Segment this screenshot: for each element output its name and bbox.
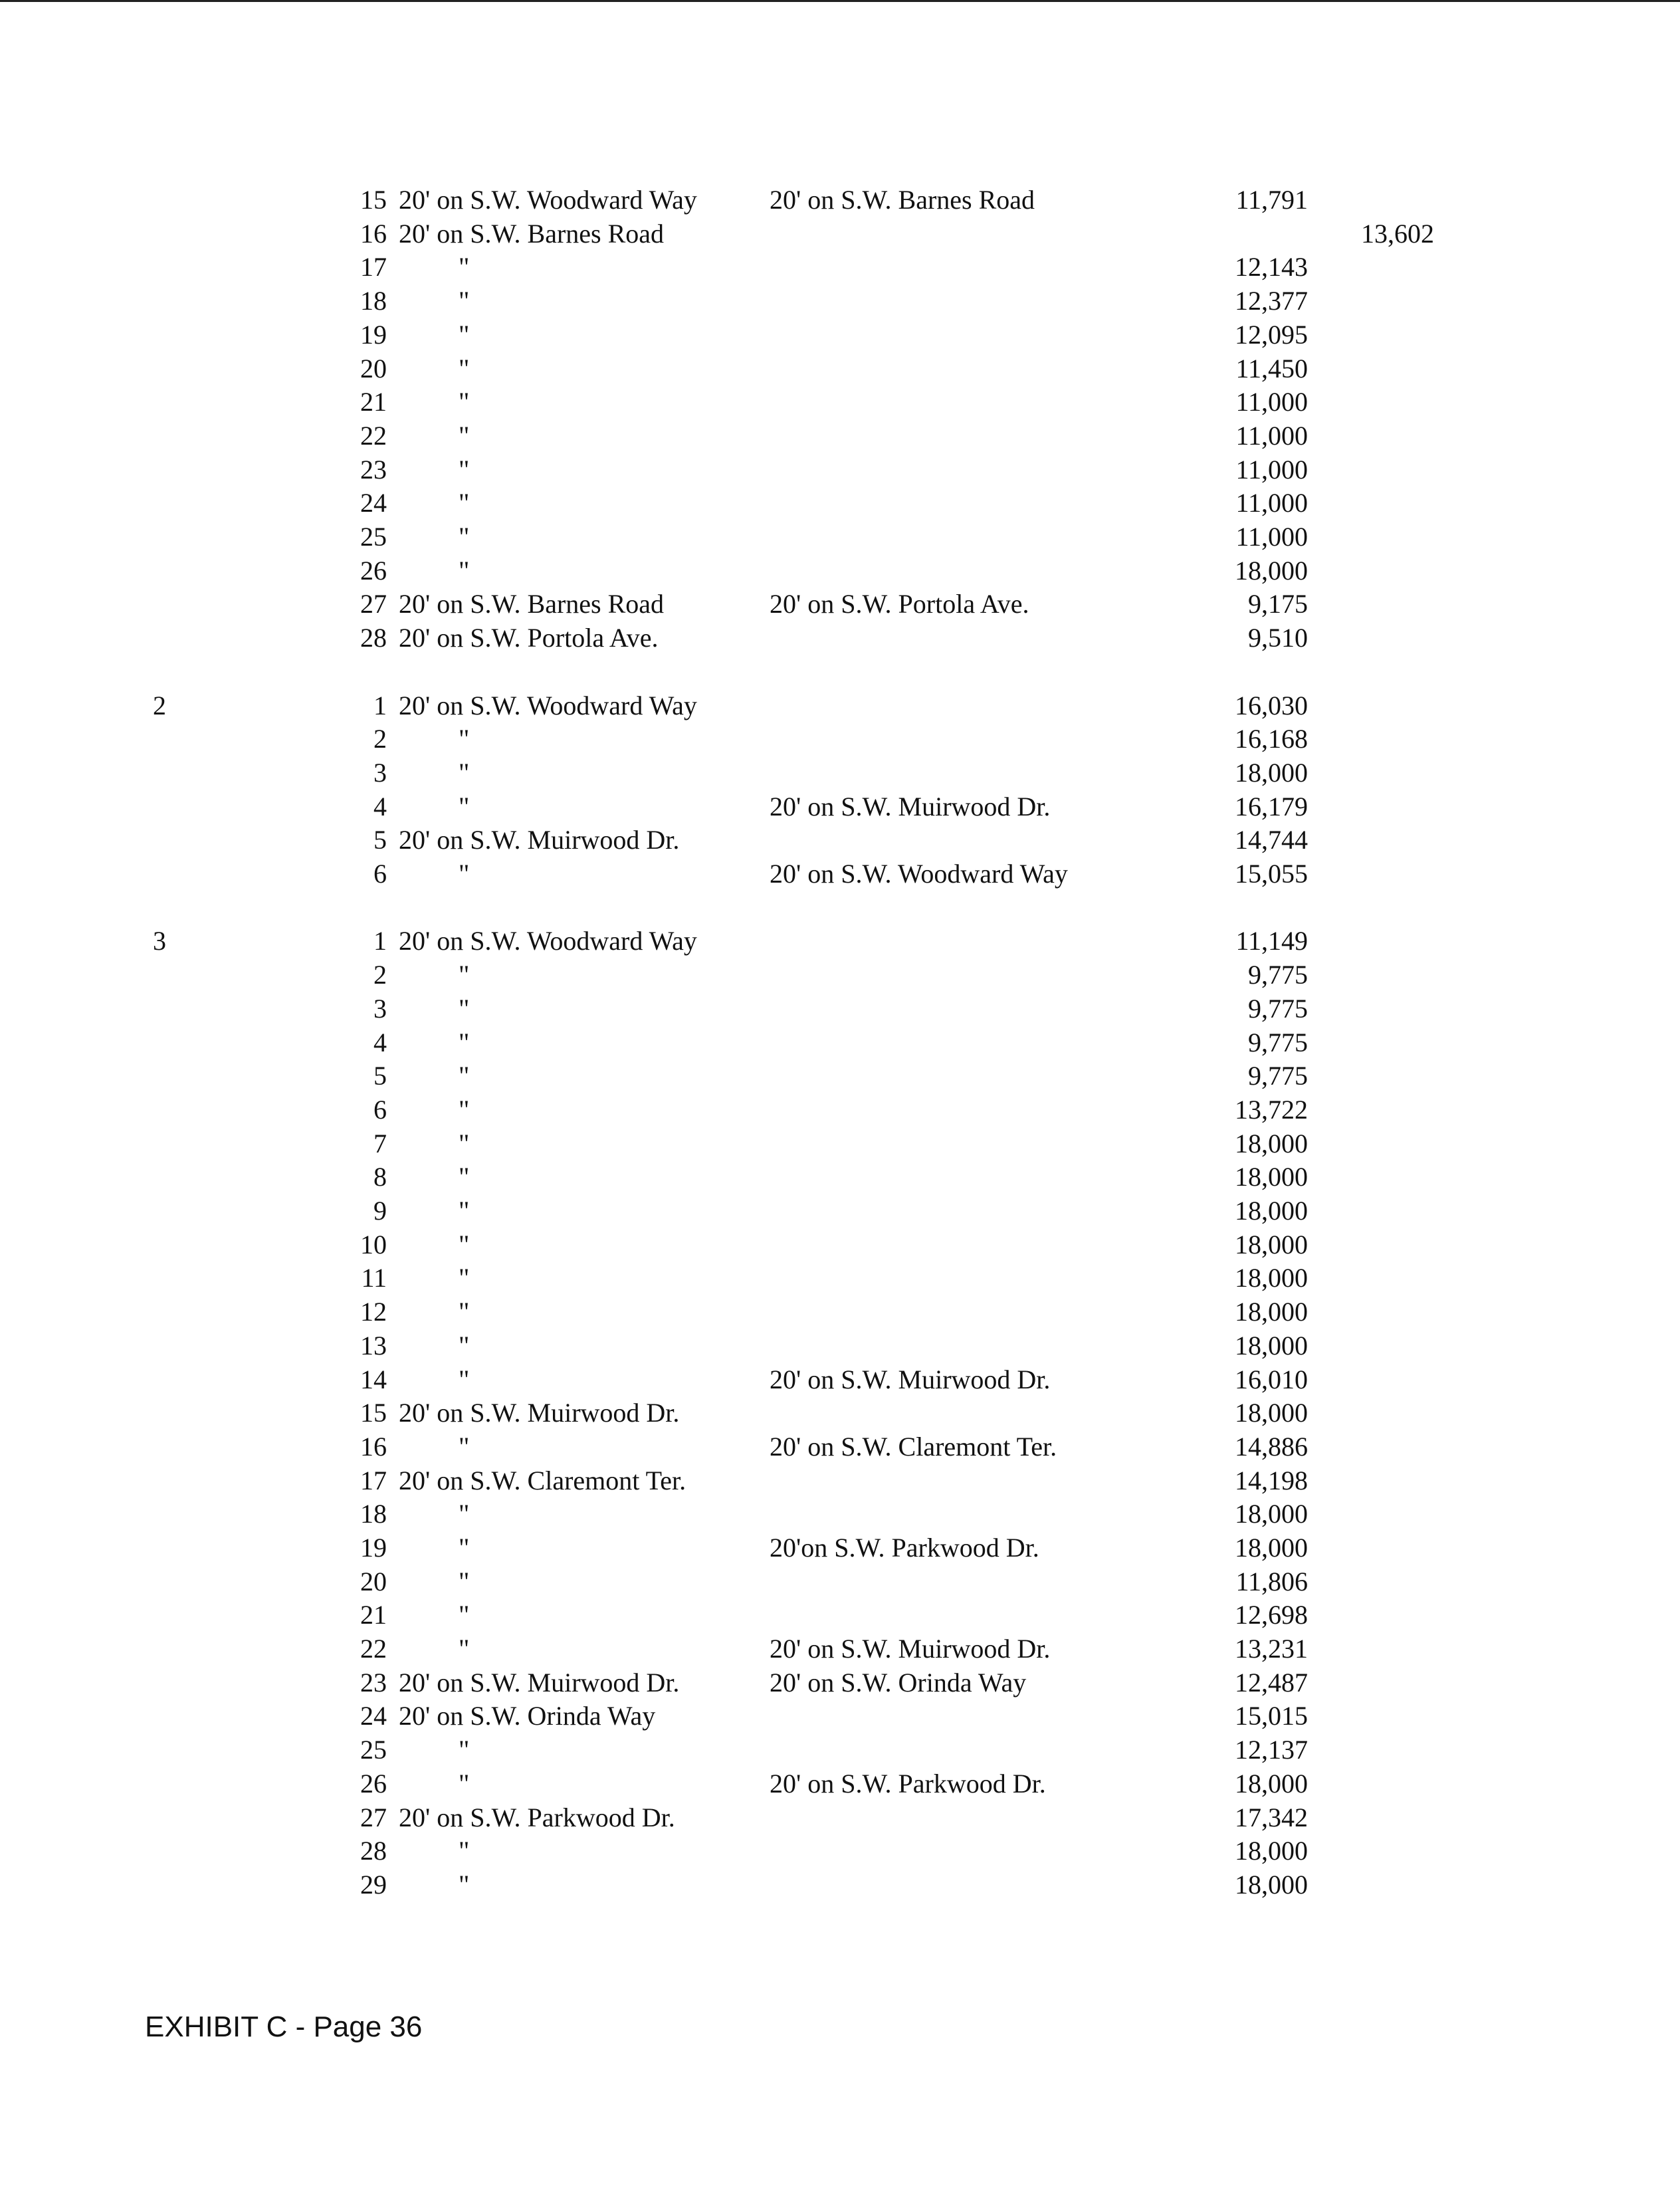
frontage-setback: ": [459, 1533, 470, 1563]
side-setback: 20' on S.W. Orinda Way: [770, 1668, 1027, 1697]
block-number: 3: [153, 926, 166, 956]
lot-number: 25: [360, 1735, 387, 1765]
lot-number: 3: [373, 994, 387, 1024]
frontage-setback: ": [459, 252, 470, 282]
frontage-setback: ": [459, 320, 470, 350]
side-setback: 20' on S.W. Muirwood Dr.: [770, 1365, 1051, 1394]
frontage-setback: ": [459, 1061, 470, 1091]
frontage-setback: ": [459, 1028, 470, 1057]
lot-number: 4: [373, 792, 387, 821]
frontage-setback: ": [459, 1600, 470, 1630]
side-setback: 20' on S.W. Parkwood Dr.: [770, 1769, 1046, 1799]
lot-area: 18,000: [1235, 1196, 1308, 1226]
table-row: [0, 487, 1680, 520]
table-row: [0, 1464, 1680, 1497]
lot-area: 9,775: [1248, 1061, 1308, 1091]
frontage-setback: 20' on S.W. Portola Ave.: [399, 623, 659, 653]
table-row: [0, 1868, 1680, 1902]
lot-number: 6: [373, 1095, 387, 1125]
lot-number: 17: [360, 252, 387, 282]
frontage-setback: ": [459, 1735, 470, 1765]
frontage-setback: ": [459, 758, 470, 788]
table-row: [0, 251, 1680, 284]
frontage-setback: ": [459, 1297, 470, 1327]
lot-number: 15: [360, 1398, 387, 1428]
table-row: [0, 992, 1680, 1026]
top-rule: [0, 0, 1680, 2]
lot-area: 14,744: [1235, 825, 1308, 855]
table-row: [0, 1295, 1680, 1329]
table-row: [0, 1127, 1680, 1160]
lot-area: 11,806: [1235, 1567, 1308, 1596]
lot-area: 18,000: [1235, 1162, 1308, 1192]
frontage-setback: 20' on S.W. Barnes Road: [399, 219, 665, 249]
lot-number: 11: [361, 1263, 387, 1293]
lot-area: 18,000: [1235, 1398, 1308, 1428]
lot-number: 8: [373, 1162, 387, 1192]
lot-area: 11,000: [1235, 522, 1308, 552]
table-row: [0, 284, 1680, 318]
lot-area: 12,698: [1235, 1600, 1308, 1630]
frontage-setback: ": [459, 1230, 470, 1259]
lot-area: 17,342: [1235, 1803, 1308, 1832]
frontage-setback: 20' on S.W. Woodward Way: [399, 691, 697, 720]
page-footer: EXHIBIT C - Page 36: [145, 2011, 423, 2043]
table-row: [0, 1329, 1680, 1363]
table-row: [0, 554, 1680, 588]
lot-number: 13: [360, 1331, 387, 1361]
table-row: [0, 756, 1680, 790]
lot-area: 12,487: [1235, 1668, 1308, 1697]
lot-number: 20: [360, 1567, 387, 1596]
side-setback: 20' on S.W. Woodward Way: [770, 859, 1068, 889]
lot-area: 9,775: [1248, 1028, 1308, 1057]
table-row: [0, 790, 1680, 823]
lot-area: 14,198: [1235, 1466, 1308, 1495]
lot-number: 26: [360, 556, 387, 586]
lot-number: 9: [373, 1196, 387, 1226]
lot-number: 5: [373, 1061, 387, 1091]
table-row: [0, 1160, 1680, 1194]
lot-area: 13,231: [1235, 1634, 1308, 1664]
lot-area: 11,000: [1235, 455, 1308, 485]
frontage-setback: ": [459, 522, 470, 552]
lot-area: 18,000: [1235, 1129, 1308, 1158]
frontage-setback: ": [459, 1129, 470, 1158]
frontage-setback: 20' on S.W. Claremont Ter.: [399, 1466, 686, 1495]
lot-number: 14: [360, 1365, 387, 1394]
lot-area: 18,000: [1235, 1870, 1308, 1900]
lot-area: 11,791: [1235, 185, 1308, 215]
lot-number: 29: [360, 1870, 387, 1900]
frontage-setback: 20' on S.W. Muirwood Dr.: [399, 825, 680, 855]
frontage-setback: ": [459, 354, 470, 383]
lot-number: 27: [360, 589, 387, 619]
frontage-setback: ": [459, 1095, 470, 1125]
side-setback: 20' on S.W. Barnes Road: [770, 185, 1035, 215]
lot-area: 18,000: [1235, 1836, 1308, 1866]
table-row: [0, 1363, 1680, 1396]
frontage-setback: ": [459, 1836, 470, 1866]
table-row: [0, 453, 1680, 487]
frontage-setback: ": [459, 960, 470, 990]
lot-area: 18,000: [1235, 1769, 1308, 1799]
lot-number: 5: [373, 825, 387, 855]
frontage-setback: ": [459, 1365, 470, 1394]
lot-number: 19: [360, 1533, 387, 1563]
table-row: [0, 217, 1680, 251]
lot-number: 4: [373, 1028, 387, 1057]
lot-number: 19: [360, 320, 387, 350]
frontage-setback: 20' on S.W. Woodward Way: [399, 185, 697, 215]
lot-area: 16,030: [1235, 691, 1308, 720]
lot-number: 22: [360, 421, 387, 451]
table-row: [0, 1396, 1680, 1430]
lot-number: 1: [373, 691, 387, 720]
frontage-setback: ": [459, 1499, 470, 1529]
lot-number: 21: [360, 1600, 387, 1630]
frontage-setback: ": [459, 1432, 470, 1462]
frontage-setback: ": [459, 556, 470, 586]
lot-area: 16,179: [1235, 792, 1308, 821]
frontage-setback: ": [459, 455, 470, 485]
lot-number: 10: [360, 1230, 387, 1259]
side-setback: 20'on S.W. Parkwood Dr.: [770, 1533, 1039, 1563]
table-row: [0, 1497, 1680, 1531]
frontage-setback: ": [459, 1870, 470, 1900]
frontage-setback: ": [459, 1567, 470, 1596]
lot-number: 23: [360, 1668, 387, 1697]
table-row: [0, 857, 1680, 891]
lot-area: 9,510: [1248, 623, 1308, 653]
table-row: [0, 419, 1680, 453]
lot-area: 11,450: [1235, 354, 1308, 383]
frontage-setback: ": [459, 1196, 470, 1226]
lot-number: 16: [360, 219, 387, 249]
table-row: [0, 1531, 1680, 1565]
lot-area: 13,722: [1235, 1095, 1308, 1125]
lot-number: 2: [373, 724, 387, 754]
lot-area: 12,143: [1235, 252, 1308, 282]
lot-area: 11,149: [1235, 926, 1308, 956]
lot-number: 16: [360, 1432, 387, 1462]
table-row: [0, 1767, 1680, 1801]
lot-number: 2: [373, 960, 387, 990]
frontage-setback: 20' on S.W. Muirwood Dr.: [399, 1668, 680, 1697]
frontage-setback: 20' on S.W. Orinda Way: [399, 1701, 656, 1731]
table-row: [0, 352, 1680, 385]
table-row: [0, 588, 1680, 621]
table-row: [0, 1026, 1680, 1059]
lot-number: 12: [360, 1297, 387, 1327]
table-row: [0, 1430, 1680, 1464]
frontage-setback: 20' on S.W. Muirwood Dr.: [399, 1398, 680, 1428]
lot-area: 18,000: [1235, 1297, 1308, 1327]
table-row: [0, 318, 1680, 352]
table-row: [0, 1699, 1680, 1733]
lot-area: 18,000: [1235, 1331, 1308, 1361]
table-row: [0, 385, 1680, 419]
frontage-setback: ": [459, 387, 470, 417]
lot-area: 18,000: [1235, 758, 1308, 788]
lot-number: 28: [360, 623, 387, 653]
frontage-setback: ": [459, 421, 470, 451]
side-setback: 20' on S.W. Portola Ave.: [770, 589, 1029, 619]
table-row: [0, 1632, 1680, 1666]
lot-area: 18,000: [1235, 1533, 1308, 1563]
lot-area: 18,000: [1235, 556, 1308, 586]
table-row: [0, 1733, 1680, 1767]
lot-area-alt: 13,602: [1361, 219, 1434, 249]
lot-area: 14,886: [1235, 1432, 1308, 1462]
table-row: [0, 1228, 1680, 1261]
lot-number: 20: [360, 354, 387, 383]
side-setback: 20' on S.W. Claremont Ter.: [770, 1432, 1057, 1462]
frontage-setback: 20' on S.W. Woodward Way: [399, 926, 697, 956]
side-setback: 20' on S.W. Muirwood Dr.: [770, 792, 1051, 821]
table-row: [0, 689, 1680, 722]
lot-number: 7: [373, 1129, 387, 1158]
lot-area: 9,775: [1248, 960, 1308, 990]
lot-number: 21: [360, 387, 387, 417]
table-row: [0, 1834, 1680, 1868]
table-row: [0, 1059, 1680, 1093]
frontage-setback: 20' on S.W. Parkwood Dr.: [399, 1803, 675, 1832]
table-row: [0, 823, 1680, 857]
lot-number: 25: [360, 522, 387, 552]
lot-area: 16,168: [1235, 724, 1308, 754]
frontage-setback: ": [459, 1634, 470, 1664]
lot-number: 18: [360, 1499, 387, 1529]
side-setback: 20' on S.W. Muirwood Dr.: [770, 1634, 1051, 1664]
lot-number: 6: [373, 859, 387, 889]
block-number: 2: [153, 691, 166, 720]
table-row: [0, 1565, 1680, 1598]
lot-area: 16,010: [1235, 1365, 1308, 1394]
frontage-setback: ": [459, 994, 470, 1024]
frontage-setback: ": [459, 859, 470, 889]
lot-number: 27: [360, 1803, 387, 1832]
lot-area: 11,000: [1235, 488, 1308, 518]
lot-number: 28: [360, 1836, 387, 1866]
lot-area: 11,000: [1235, 421, 1308, 451]
lot-number: 17: [360, 1466, 387, 1495]
lot-area: 18,000: [1235, 1499, 1308, 1529]
table-row: [0, 520, 1680, 554]
frontage-setback: ": [459, 792, 470, 821]
lot-area: 12,377: [1235, 286, 1308, 316]
table-row: [0, 1194, 1680, 1228]
lot-area: 12,095: [1235, 320, 1308, 350]
lot-number: 18: [360, 286, 387, 316]
frontage-setback: ": [459, 1263, 470, 1293]
lot-area: 18,000: [1235, 1230, 1308, 1259]
lot-area: 15,015: [1235, 1701, 1308, 1731]
lot-area: 12,137: [1235, 1735, 1308, 1765]
lot-number: 26: [360, 1769, 387, 1799]
lot-number: 3: [373, 758, 387, 788]
frontage-setback: ": [459, 488, 470, 518]
frontage-setback: ": [459, 1162, 470, 1192]
table-row: [0, 183, 1680, 217]
table-row: [0, 722, 1680, 756]
table-row: [0, 1093, 1680, 1127]
frontage-setback: ": [459, 286, 470, 316]
lot-area: 9,175: [1248, 589, 1308, 619]
lot-area: 11,000: [1235, 387, 1308, 417]
frontage-setback: ": [459, 1331, 470, 1361]
lot-number: 24: [360, 1701, 387, 1731]
table-row: [0, 1261, 1680, 1295]
lot-number: 23: [360, 455, 387, 485]
lot-number: 1: [373, 926, 387, 956]
table-row: [0, 621, 1680, 655]
frontage-setback: 20' on S.W. Barnes Road: [399, 589, 665, 619]
lot-area: 18,000: [1235, 1263, 1308, 1293]
frontage-setback: ": [459, 724, 470, 754]
table-row: [0, 1801, 1680, 1834]
table-row: [0, 1598, 1680, 1632]
lot-number: 24: [360, 488, 387, 518]
frontage-setback: ": [459, 1769, 470, 1799]
table-row: [0, 925, 1680, 958]
lot-number: 15: [360, 185, 387, 215]
lot-number: 22: [360, 1634, 387, 1664]
lot-area: 15,055: [1235, 859, 1308, 889]
lot-area: 9,775: [1248, 994, 1308, 1024]
table-row: [0, 1666, 1680, 1699]
table-row: [0, 958, 1680, 992]
